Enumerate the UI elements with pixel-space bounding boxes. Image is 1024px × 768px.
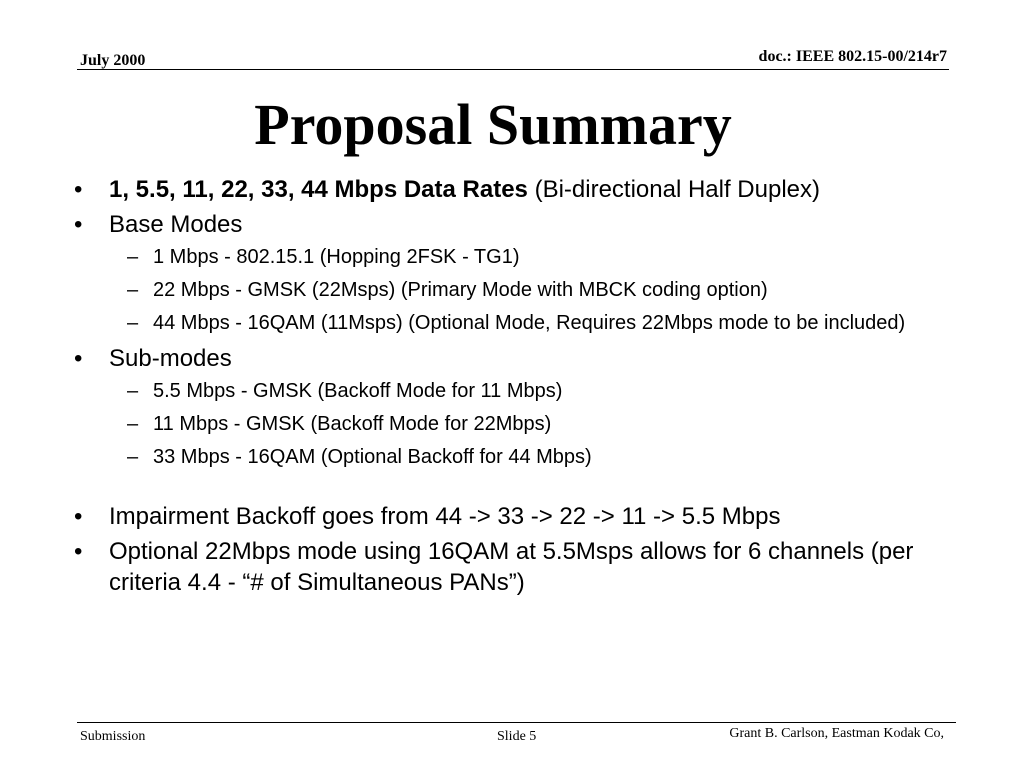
bullet-icon: • bbox=[74, 503, 83, 530]
dash-icon: – bbox=[127, 446, 139, 468]
footer-submission: Submission bbox=[80, 729, 146, 744]
dash-icon: – bbox=[127, 246, 139, 268]
header-doc-id: doc.: IEEE 802.15-00/214r7 bbox=[758, 48, 947, 65]
bullet-icon: • bbox=[74, 211, 83, 238]
bullet-text: Impairment Backoff goes from 44 -> 33 -> 22 -> 11 -> 5.5 Mbps bbox=[109, 503, 781, 530]
bullet-item-sub-modes bbox=[74, 343, 954, 374]
footer-slide-number: Slide 5 bbox=[497, 729, 537, 744]
bullet-text: (Bi-directional Half Duplex) bbox=[527, 176, 821, 203]
slide-title: Proposal Summary bbox=[254, 92, 732, 157]
sub-bullet-text: 5.5 Mbps - GMSK (Backoff Mode for 11 Mbps) bbox=[153, 380, 563, 402]
dash-icon: – bbox=[127, 413, 139, 435]
sub-bullet-text: 11 Mbps - GMSK (Backoff Mode for 22Mbps) bbox=[153, 413, 552, 435]
footer-author: Grant B. Carlson, Eastman Kodak Co, bbox=[729, 726, 944, 741]
bullet-item-base-modes bbox=[74, 209, 954, 240]
bullet-text: Optional 22Mbps mode using 16QAM at 5.5Msps allows for 6 channels (per criteria 4.4 - “# of Simultaneous PANs”) bbox=[109, 538, 914, 596]
dash-icon: – bbox=[127, 312, 139, 334]
sub-bullet-item bbox=[74, 277, 954, 303]
header-divider bbox=[77, 69, 949, 70]
sub-bullet-item bbox=[74, 378, 954, 404]
spacer bbox=[74, 477, 954, 501]
bullet-icon: • bbox=[74, 345, 83, 372]
bullet-bold-text: 1, 5.5, 11, 22, 33, 44 Mbps Data Rates bbox=[109, 176, 528, 203]
sub-bullet-text: 33 Mbps - 16QAM (Optional Backoff for 44 Mbps) bbox=[153, 446, 592, 468]
dash-icon: – bbox=[127, 279, 139, 301]
header-date: July 2000 bbox=[80, 52, 146, 69]
bullet-text: Sub-modes bbox=[109, 345, 232, 372]
bullet-item-optional-mode bbox=[74, 536, 954, 598]
sub-bullet-item bbox=[74, 310, 954, 336]
sub-bullet-item bbox=[74, 244, 954, 270]
sub-bullet-item bbox=[74, 411, 954, 437]
sub-bullet-text: 22 Mbps - GMSK (22Msps) (Primary Mode with MBCK coding option) bbox=[153, 279, 768, 301]
sub-bullet-text: 44 Mbps - 16QAM (11Msps) (Optional Mode, Requires 22Mbps mode to be included) bbox=[153, 312, 906, 334]
slide-content bbox=[74, 174, 954, 602]
bullet-icon: • bbox=[74, 176, 83, 203]
bullet-item-data-rates bbox=[74, 174, 954, 205]
bullet-item-impairment-backoff bbox=[74, 501, 954, 532]
sub-bullet-item bbox=[74, 444, 954, 470]
bullet-icon: • bbox=[74, 538, 83, 565]
bullet-text: Base Modes bbox=[109, 211, 243, 238]
dash-icon: – bbox=[127, 380, 139, 402]
sub-bullet-text: 1 Mbps - 802.15.1 (Hopping 2FSK - TG1) bbox=[153, 246, 520, 268]
footer-divider bbox=[77, 722, 956, 723]
